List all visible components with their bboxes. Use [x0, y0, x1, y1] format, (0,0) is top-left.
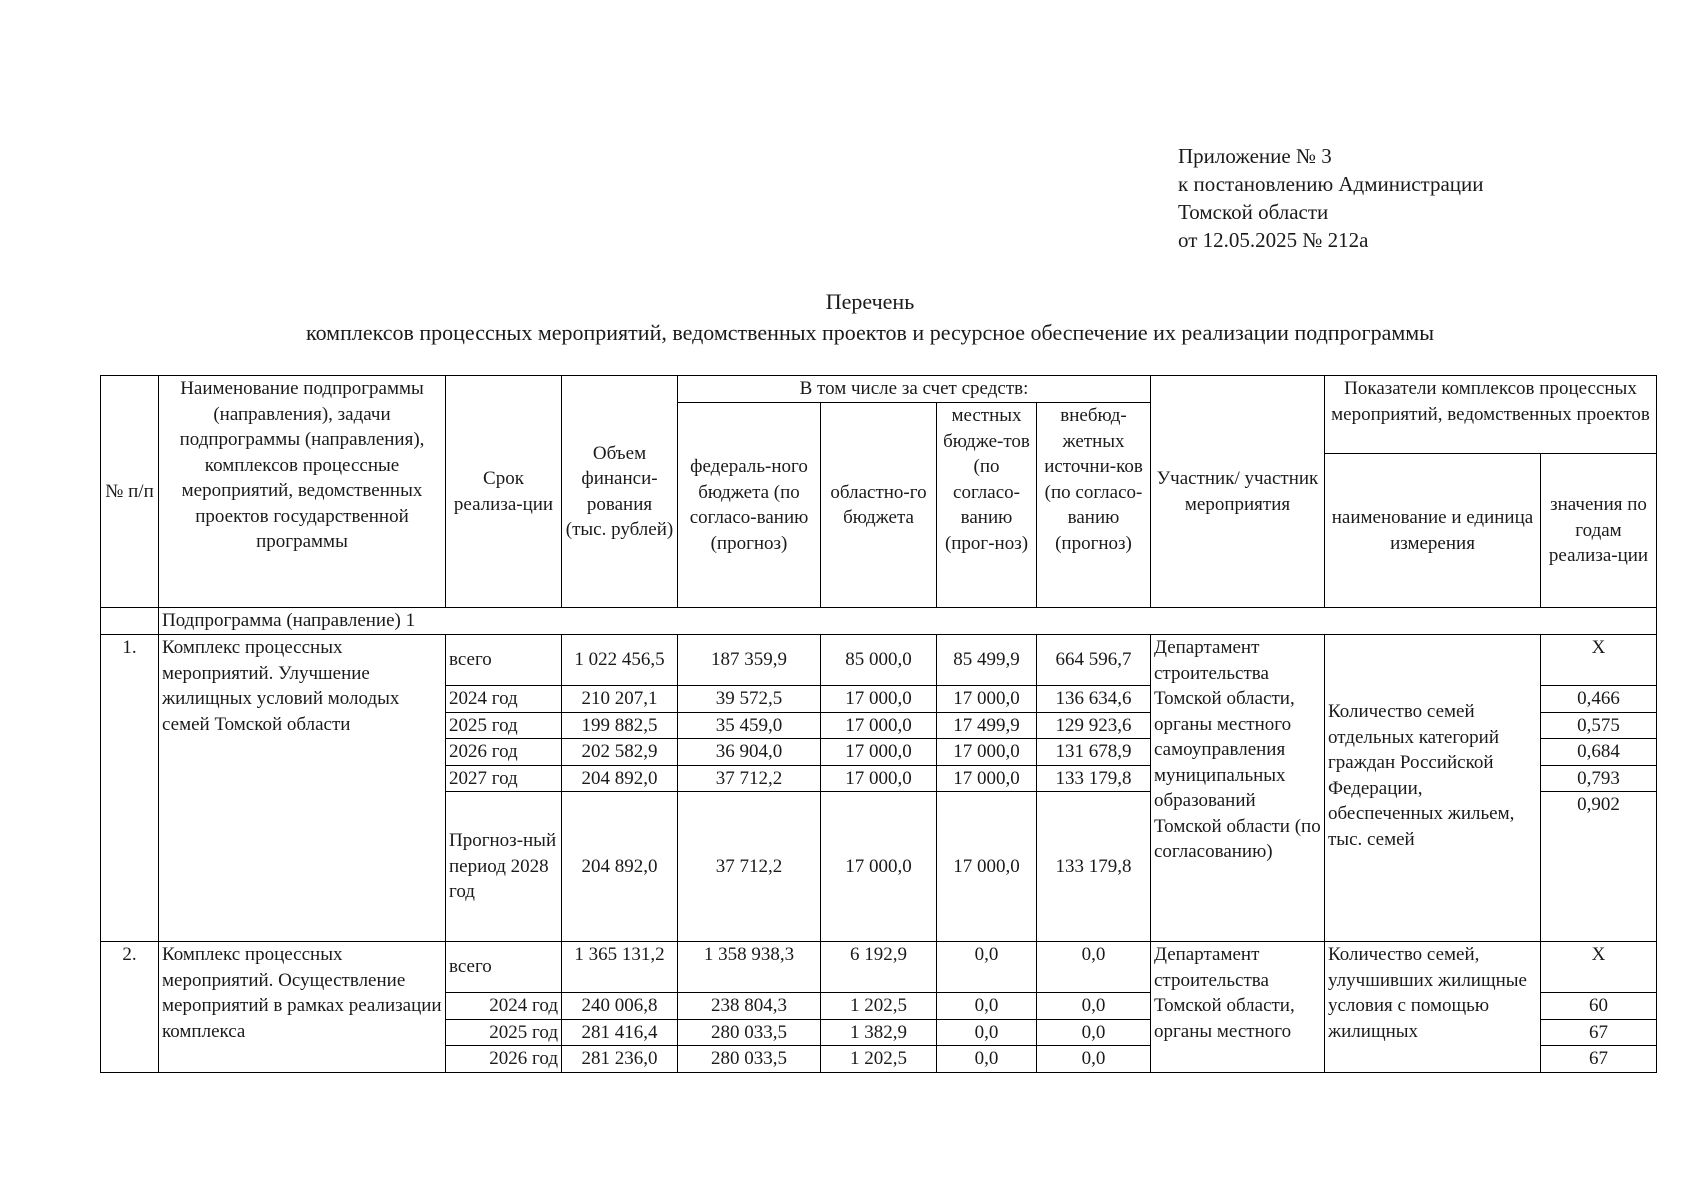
row2-extra: 0,0 — [1037, 1046, 1151, 1073]
row2-local: 0,0 — [937, 993, 1037, 1020]
row1-indicator: Количество семей отдельных категорий граждан Российской Федерации, обеспеченных жильем, тыс. семей — [1325, 635, 1541, 942]
appendix-region: Томской области — [1178, 200, 1329, 224]
row2-participant: Департамент строительства Томской области, органы местного — [1151, 942, 1325, 1073]
row1-federal: 37 712,2 — [678, 792, 821, 942]
row1-value: Х — [1541, 635, 1657, 686]
row1-extra: 131 678,9 — [1037, 739, 1151, 766]
row2-extra: 0,0 — [1037, 993, 1151, 1020]
header-name: Наименование подпрограммы (направления), задачи подпрограммы (направления), комплексов процессные мероприятий, ведомственных проектов государственной программы — [159, 376, 446, 608]
appendix-block — [1178, 142, 1484, 254]
row2-indicator: Количество семей, улучшивших жилищные условия с помощью жилищных — [1325, 942, 1541, 1073]
row1-local: 17 000,0 — [937, 739, 1037, 766]
row1-value: 0,793 — [1541, 765, 1657, 792]
row1-value: 0,684 — [1541, 739, 1657, 766]
row1-regional: 17 000,0 — [821, 739, 937, 766]
row2-volume: 281 416,4 — [562, 1019, 678, 1046]
row1-federal: 37 712,2 — [678, 765, 821, 792]
row1-term: 2024 год — [446, 686, 562, 713]
appendix-number: Приложение № 3 — [1178, 144, 1332, 168]
program-table — [100, 375, 1657, 1073]
header-row-1 — [101, 376, 1657, 403]
row2-federal: 280 033,5 — [678, 1046, 821, 1073]
header-federal: федераль-ного бюджета (по согласо-ванию (прогноз) — [678, 403, 821, 608]
row1-value: 0,902 — [1541, 792, 1657, 942]
row2-regional: 1 202,5 — [821, 1046, 937, 1073]
row1-volume: 204 892,0 — [562, 765, 678, 792]
appendix-date: от 12.05.2025 № 212а — [1178, 228, 1369, 252]
row2-federal: 280 033,5 — [678, 1019, 821, 1046]
row1-regional: 17 000,0 — [821, 712, 937, 739]
row1-volume: 199 882,5 — [562, 712, 678, 739]
row2-volume: 240 006,8 — [562, 993, 678, 1020]
header-indicators: Показатели комплексов процессных мероприятий, ведомственных проектов — [1325, 376, 1657, 454]
row1-federal: 35 459,0 — [678, 712, 821, 739]
header-num: № п/п — [101, 376, 159, 608]
row2-value: Х — [1541, 942, 1657, 993]
subprogram-num-cell — [101, 608, 159, 635]
row2-extra: 0,0 — [1037, 942, 1151, 993]
title-line-1: Перечень — [825, 289, 915, 314]
row2-value: 60 — [1541, 993, 1657, 1020]
row1-local: 17 499,9 — [937, 712, 1037, 739]
row2-value: 67 — [1541, 1019, 1657, 1046]
row1-local: 17 000,0 — [937, 765, 1037, 792]
header-regional: областно-го бюджета — [821, 403, 937, 608]
row1-extra: 136 634,6 — [1037, 686, 1151, 713]
row2-regional: 6 192,9 — [821, 942, 937, 993]
row2-federal: 238 804,3 — [678, 993, 821, 1020]
row1-extra: 133 179,8 — [1037, 792, 1151, 942]
table-row — [101, 635, 1657, 686]
row2-term: 2025 год — [446, 1019, 562, 1046]
row2-regional: 1 382,9 — [821, 1019, 937, 1046]
row1-term: 2025 год — [446, 712, 562, 739]
row2-name: Комплекс процессных мероприятий. Осуществление мероприятий в рамках реализации комплекса — [159, 942, 446, 1073]
title-line-2: комплексов процессных мероприятий, ведомственных проектов и ресурсное обеспечение их реализации подпрограммы — [306, 320, 1434, 345]
row1-local: 17 000,0 — [937, 792, 1037, 942]
row2-local: 0,0 — [937, 1046, 1037, 1073]
row2-value: 67 — [1541, 1046, 1657, 1073]
row2-extra: 0,0 — [1037, 1019, 1151, 1046]
row1-value: 0,575 — [1541, 712, 1657, 739]
appendix-decree: к постановлению Администрации — [1178, 172, 1484, 196]
row1-volume: 202 582,9 — [562, 739, 678, 766]
row1-federal: 187 359,9 — [678, 635, 821, 686]
row2-local: 0,0 — [937, 1019, 1037, 1046]
row1-extra: 129 923,6 — [1037, 712, 1151, 739]
row1-num: 1. — [101, 635, 159, 942]
subprogram-row — [101, 608, 1657, 635]
row1-term: 2027 год — [446, 765, 562, 792]
row1-volume: 210 207,1 — [562, 686, 678, 713]
table-row — [101, 942, 1657, 993]
header-incl: В том числе за счет средств: — [678, 376, 1151, 403]
header-local: местных бюдже-тов (по согласо-ванию (прог-ноз) — [937, 403, 1037, 608]
row1-local: 85 499,9 — [937, 635, 1037, 686]
row2-local: 0,0 — [937, 942, 1037, 993]
row1-term: всего — [446, 635, 562, 686]
subprogram-label: Подпрограмма (направление) 1 — [159, 608, 1657, 635]
row1-regional: 17 000,0 — [821, 765, 937, 792]
row1-volume: 204 892,0 — [562, 792, 678, 942]
row1-regional: 17 000,0 — [821, 686, 937, 713]
header-volume: Объем финанси-рования (тыс. рублей) — [562, 376, 678, 608]
row1-extra: 133 179,8 — [1037, 765, 1151, 792]
row1-participant: Департамент строительства Томской области, органы местного самоуправления муниципальных образований Томской области (по согласованию) — [1151, 635, 1325, 942]
row1-regional: 17 000,0 — [821, 792, 937, 942]
row2-regional: 1 202,5 — [821, 993, 937, 1020]
document-title — [0, 286, 1698, 348]
row1-term: Прогноз-ный период 2028 год — [446, 792, 562, 942]
row1-federal: 39 572,5 — [678, 686, 821, 713]
row1-federal: 36 904,0 — [678, 739, 821, 766]
row1-term: 2026 год — [446, 739, 562, 766]
header-participant: Участник/ участник мероприятия — [1151, 376, 1325, 608]
header-indicator-name: наименование и единица измерения — [1325, 454, 1541, 608]
row2-term: всего — [446, 942, 562, 993]
row1-local: 17 000,0 — [937, 686, 1037, 713]
row1-volume: 1 022 456,5 — [562, 635, 678, 686]
row2-volume: 281 236,0 — [562, 1046, 678, 1073]
row2-federal: 1 358 938,3 — [678, 942, 821, 993]
row1-name: Комплекс процессных мероприятий. Улучшение жилищных условий молодых семей Томской области — [159, 635, 446, 942]
header-extra: внебюд-жетных источни-ков (по согласо-ванию (прогноз) — [1037, 403, 1151, 608]
row2-num: 2. — [101, 942, 159, 1073]
row1-value: 0,466 — [1541, 686, 1657, 713]
row1-regional: 85 000,0 — [821, 635, 937, 686]
header-indicator-values: значения по годам реализа-ции — [1541, 454, 1657, 608]
row2-term: 2024 год — [446, 993, 562, 1020]
row1-extra: 664 596,7 — [1037, 635, 1151, 686]
row2-volume: 1 365 131,2 — [562, 942, 678, 993]
header-term: Срок реализа-ции — [446, 376, 562, 608]
row2-term: 2026 год — [446, 1046, 562, 1073]
